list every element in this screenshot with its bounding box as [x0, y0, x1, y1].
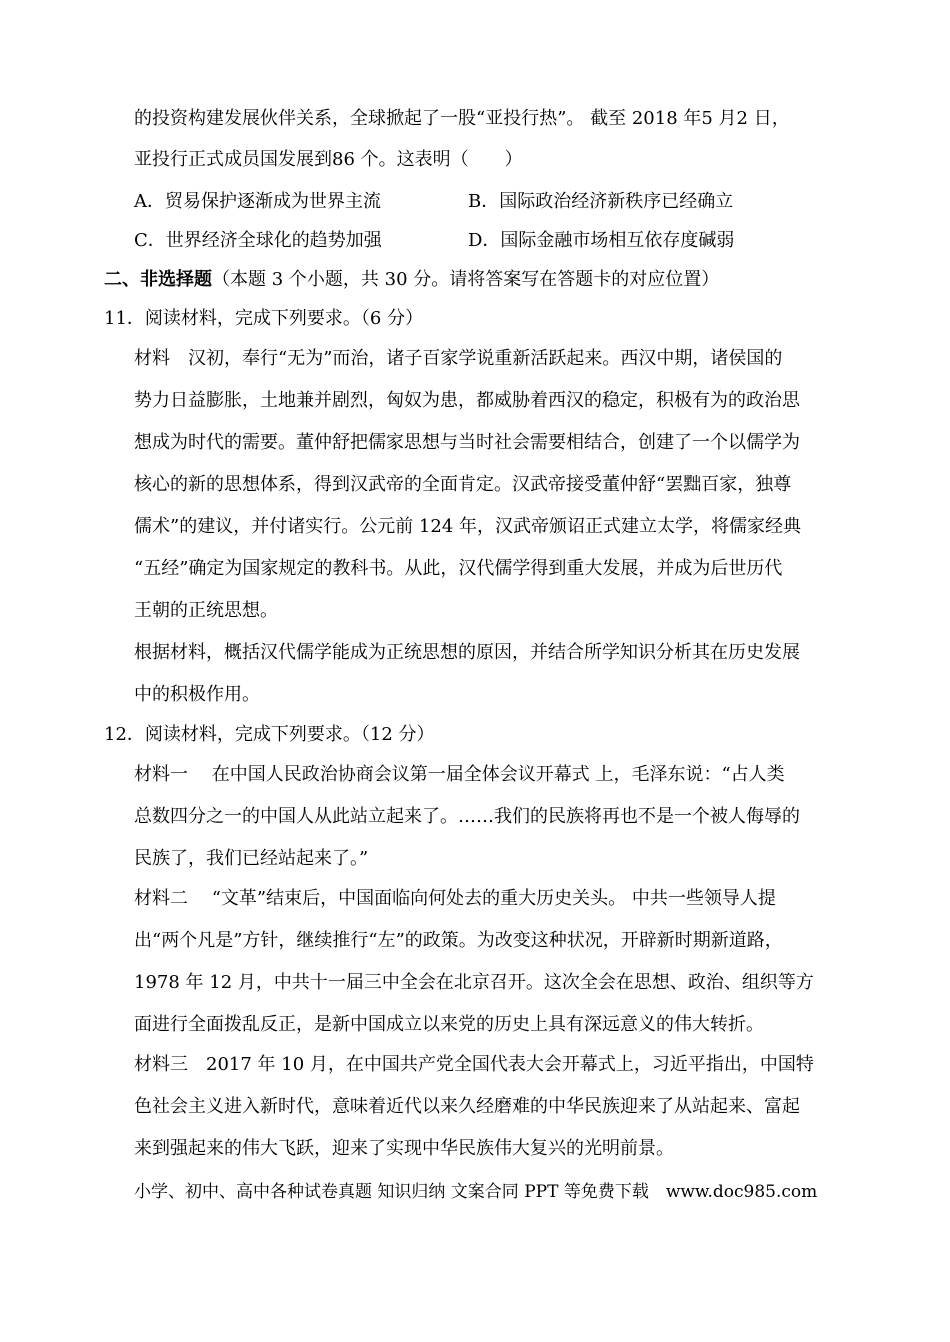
q11-material-line-7: 王朝的正统思想。	[134, 600, 278, 621]
q12-m3-line-2: 色社会主义进入新时代，意味着近代以来久经磨难的中华民族迎来了从站起来、富起	[134, 1096, 800, 1117]
section-heading	[104, 268, 719, 292]
q11-header: 11．阅读材料，完成下列要求。（6 分）	[104, 308, 424, 329]
q10-option-b: B．国际政治经济新秩序已经确立	[468, 191, 734, 212]
q12-m1-line-2: 总数四分之一的中国人从此站立起来了。……我们的民族将再也不是一个被人侮辱的	[134, 806, 800, 827]
section-note: （本题 3 个小题，共 30 分。请将答案写在答题卡的对应位置）	[212, 269, 720, 290]
q10-option-d: D．国际金融市场相互依存度碱弱	[468, 230, 735, 251]
q12-m2-line-1: 材料二 “文革”结束后，中国面临向何处去的重大历史关头。 中共一些领导人提	[134, 888, 776, 909]
q12-m3-line-3: 来到强起来的伟大飞跃，迎来了实现中华民族伟大复兴的光明前景。	[134, 1138, 674, 1159]
q11-material-line-2: 势力日益膨胀，土地兼并剧烈，匈奴为患，都威胁着西汉的稳定，积极有为的政治思	[134, 390, 800, 411]
q12-m2-line-4: 面进行全面拨乱反正，是新中国成立以来党的历史上具有深远意义的伟大转折。	[134, 1014, 764, 1035]
q10-text-line-1: 的投资构建发展伙伴关系，全球掀起了一股“亚投行热”。 截至 2018 年5 月2 日，	[134, 108, 790, 129]
q12-m1-line-3: 民族了，我们已经站起来了。”	[134, 848, 369, 869]
section-title: 二、非选择题	[104, 269, 212, 290]
q12-m2-line-2: 出“两个凡是”方针，继续推行“左”的政策。为改变这种状况，开辟新时期新道路，	[134, 930, 783, 951]
q12-m1-line-1: 材料一 在中国人民政治协商会议第一届全体会议开幕式 上，毛泽东说：“占人类	[134, 764, 785, 785]
q12-header: 12．阅读材料，完成下列要求。（12 分）	[104, 724, 435, 745]
q11-material-line-6: “五经”确定为国家规定的教科书。从此，汉代儒学得到重大发展，并成为后世历代	[134, 558, 783, 579]
q12-m3-line-1: 材料三 2017 年 10 月，在中国共产党全国代表大会开幕式上，习近平指出，中国特	[134, 1054, 814, 1075]
q11-material-line-5: 儒术”的建议，并付诸实行。公元前 124 年，汉武帝颁诏正式建立太学，将儒家经典	[134, 516, 801, 537]
q11-material-line-3: 想成为时代的需要。董仲舒把儒家思想与当时社会需要相结合，创建了一个以儒学为	[134, 432, 800, 453]
q10-text-line-2: 亚投行正式成员国发展到86 个。这表明（ ）	[134, 149, 523, 170]
q11-question-line-2: 中的积极作用。	[134, 684, 260, 705]
q10-option-a: A．贸易保护逐渐成为世界主流	[134, 191, 381, 212]
q11-material-line-1: 材料 汉初，奉行“无为”而治，诸子百家学说重新活跃起来。西汉中期，诸侯国的	[134, 348, 783, 369]
q11-material-line-4: 核心的新的思想体系，得到汉武帝的全面肯定。汉武帝接受董仲舒“罢黜百家，独尊	[134, 474, 792, 495]
page-footer: 小学、初中、高中各种试卷真题 知识归纳 文案合同 PPT 等免费下载 www.doc985.com	[134, 1182, 818, 1202]
q11-question-line-1: 根据材料，概括汉代儒学能成为正统思想的原因，并结合所学知识分析其在历史发展	[134, 642, 800, 663]
q10-option-c: C．世界经济全球化的趋势加强	[134, 230, 382, 251]
q12-m2-line-3: 1978 年 12 月，中共十一届三中全会在北京召开。这次全会在思想、政治、组织等方	[134, 972, 814, 993]
